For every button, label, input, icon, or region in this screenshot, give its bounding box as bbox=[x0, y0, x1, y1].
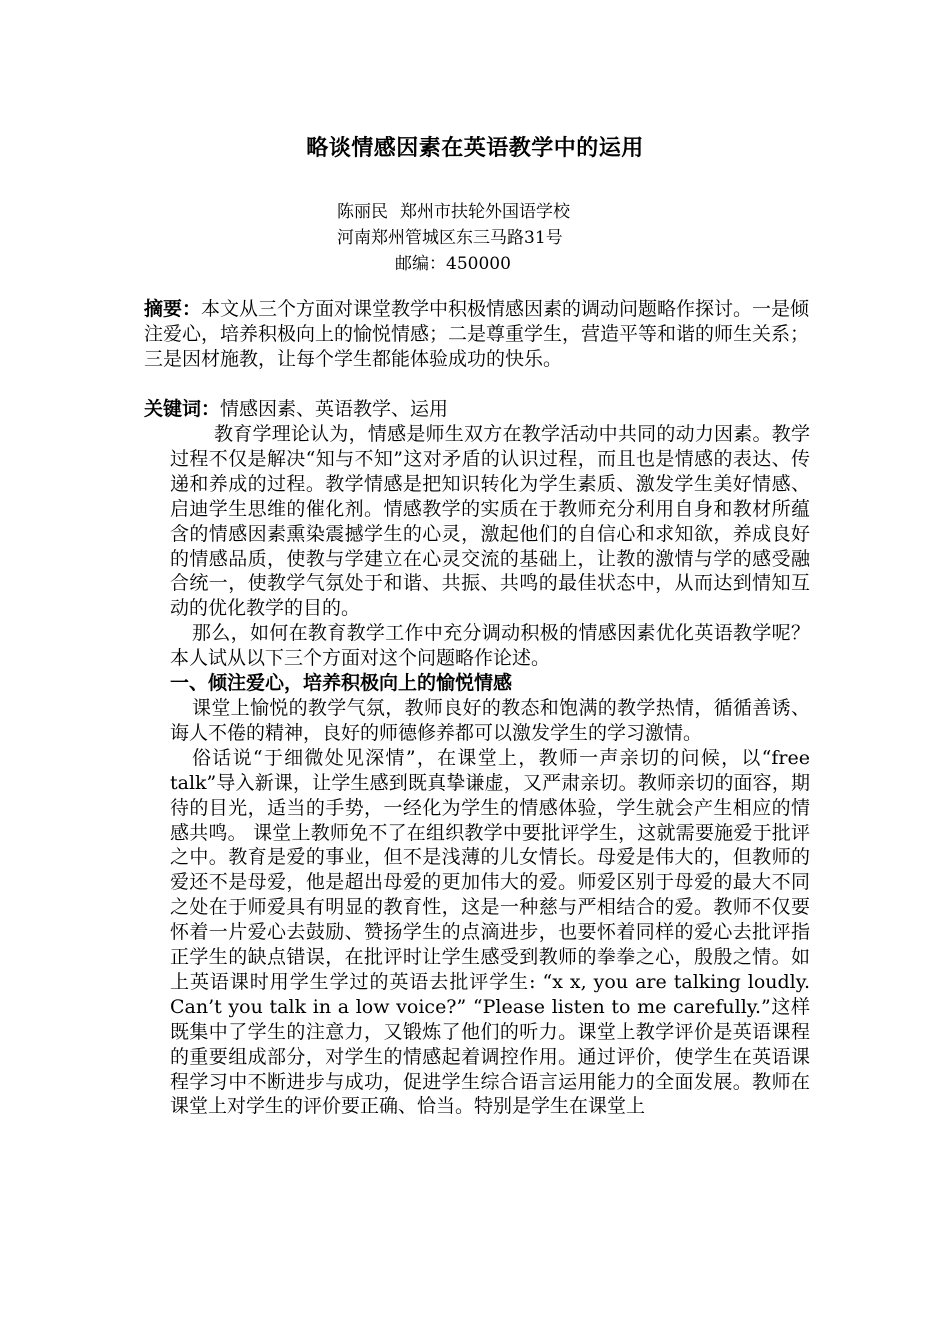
body-text bbox=[170, 422, 810, 1119]
postcode-value: 450000 bbox=[446, 254, 511, 274]
author-info bbox=[337, 199, 737, 277]
abstract-label: 摘要： bbox=[144, 298, 202, 320]
abstract bbox=[144, 297, 814, 372]
paragraph: 俗话说“于细微处见深情”，在课堂上，教师一声亲切的问候，以“free talk”导入新课，让学生感到既真挚谦虚，又严肃亲切。教师亲切的面容，期待的目光，适当的手势，一经化为学生的情感体验，学生就会产生相应的情感共鸣。 课堂上教师免不了在组织教学中要批评学生，这就需要施爱于批评之中。教育是爱的事业，但不是浅薄的儿女情长。母爱是伟大的，但教师的爱还不是母爱，他是超出母爱的更加伟大的爱。师爱区别于母爱的最大不同之处在于师爱具有明显的教育性，这是一种慈与严相结合的爱。教师不仅要怀着一片爱心去鼓励、赞扬学生的点滴进步，也要怀着同样的爱心去批评指正学生的缺点错误，在批评时让学生感受到教师的拳拳之心，殷殷之情。如上英语课时用学生学过的英语去批评学生: “x x, you are talking loudly. Can’t you talk in a low voice?” “Please listen to me carefully.”这样既集中了学生的注意力，又锻炼了他们的听力。课堂上教学评价是英语课程的重要组成部分，对学生的情感起着调控作用。通过评价，使学生在英语课程学习中不断进步与成功，促进学生综合语言运用能力的全面发展。教师在课堂上对学生的评价要正确、恰当。特别是学生在课堂上 bbox=[170, 746, 810, 1118]
section-heading: 一、倾注爱心，培养积极向上的愉悦情感 bbox=[170, 672, 513, 695]
author-line bbox=[337, 199, 737, 225]
document-title: 略谈情感因素在英语教学中的运用 bbox=[306, 136, 644, 161]
paragraph: 教育学理论认为，情感是师生双方在教学活动中共同的动力因素。教学过程不仅是解决“知与不知”这对矛盾的认识过程，而且也是情感的表达、传递和养成的过程。教学情感是把知识转化为学生素质、激发学生美好情感、启迪学生思维的催化剂。情感教学的实质在于教师充分利用自身和教材所蕴含的情感因素熏染震撼学生的心灵，激起他们的自信心和求知欲，养成良好的情感品质，使教与学建立在心灵交流的基础上，让教的激情与学的感受融合统一，使教学气氛处于和谐、共振、共鸣的最佳状态中，从而达到情知互动的优化教学的目的。 bbox=[170, 423, 810, 620]
author-name: 陈丽民 bbox=[337, 202, 388, 222]
keywords bbox=[144, 397, 814, 422]
keywords-text: 情感因素、英语教学、运用 bbox=[220, 398, 449, 420]
postcode-label: 邮编： bbox=[395, 254, 446, 274]
author-address: 河南郑州管城区东三马路31号 bbox=[337, 228, 563, 248]
author-school: 郑州市扶轮外国语学校 bbox=[400, 202, 570, 222]
postcode-line bbox=[337, 251, 737, 277]
abstract-text: 本文从三个方面对课堂教学中积极情感因素的调动问题略作探讨。一是倾注爱心，培养积极向上的愉悦情感；二是尊重学生，营造平等和谐的师生关系；三是因材施教，让每个学生都能体验成功的快乐。 bbox=[144, 298, 810, 370]
paragraph: 那么，如何在教育教学工作中充分调动积极的情感因素优化英语教学呢？本人试从以下三个方面对这个问题略作论述。 bbox=[170, 622, 810, 670]
keywords-label: 关键词： bbox=[144, 398, 221, 420]
paragraph: 课堂上愉悦的教学气氛，教师良好的教态和饱满的教学热情，循循善诱、诲人不倦的精神，良好的师德修养都可以激发学生的学习激情。 bbox=[170, 696, 810, 744]
